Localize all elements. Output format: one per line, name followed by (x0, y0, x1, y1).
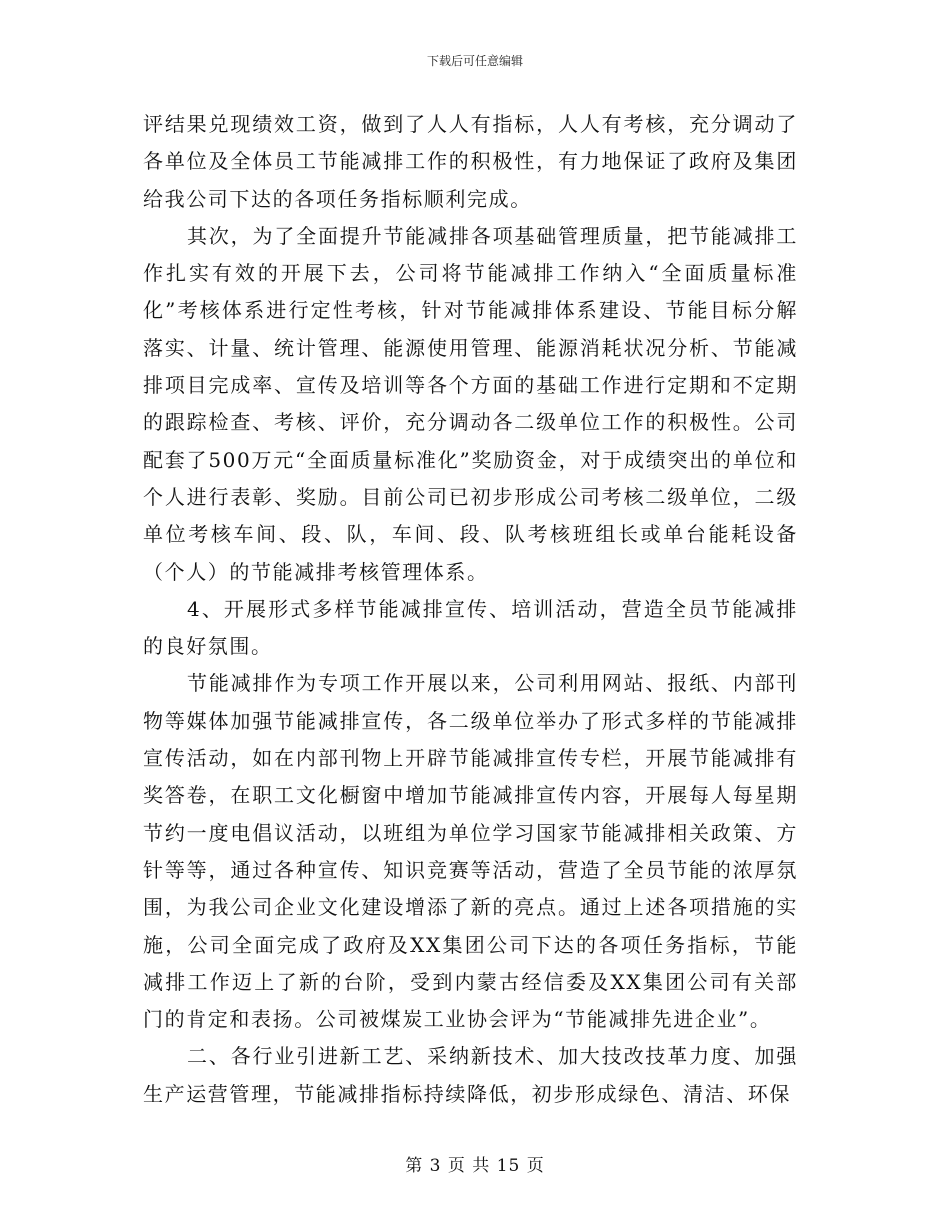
paragraph-publicity-activities: 节能减排作为专项工作开展以来，公司利用网站、报纸、内部刊物等媒体加强节能减排宣传，各二级单位举办了形式多样的节能减排宣传活动，如在内部刊物上开辟节能减排宣传专栏，开展节能减排有奖答卷，在职工文化橱窗中增加节能减排宣传内容，开展每人每星期节约一度电倡议活动，以班组为单位学习国家节能减排相关政策、方针等等，通过各种宣传、知识竞赛等活动，营造了全员节能的浓厚氛围，为我公司企业文化建设增添了新的亮点。通过上述各项措施的实施，公司全面完成了政府及XX集团公司下达的各项任务指标，节能减排工作迈上了新的台阶，受到内蒙古经信委及XX集团公司有关部门的肯定和表扬。公司被煤炭工业协会评为“节能减排先进企业”。 (143, 671, 798, 1032)
paragraph-assessment-system: 其次，为了全面提升节能减排各项基础管理质量，把节能减排工作扎实有效的开展下去，公司将节能减排工作纳入“全面质量标准化”考核体系进行定性考核，针对节能减排体系建设、节能目标分解落实、计量、统计管理、能源使用管理、能源消耗状况分析、节能减排项目完成率、宣传及培训等各个方面的基础工作进行定期和不定期的跟踪检查、考核、评价，充分调动各二级单位工作的积极性。公司配套了500万元“全面质量标准化”奖励资金，对于成绩突出的单位和个人进行表彰、奖励。目前公司已初步形成公司考核二级单位，二级单位考核车间、段、队，车间、段、队考核班组长或单台能耗设备（个人）的节能减排考核管理体系。 (143, 223, 798, 584)
page-number-footer: 第 3 页 共 15 页 (405, 1156, 545, 1176)
paragraph-continuation: 评结果兑现绩效工资，做到了人人有指标，人人有考核，充分调动了各单位及全体员工节能减排工作的积极性，有力地保证了政府及集团给我公司下达的各项任务指标顺利完成。 (143, 112, 798, 211)
document-body (143, 106, 798, 1113)
page-header-note: 下载后可任意编辑 (426, 54, 523, 68)
paragraph-section-two-heading: 二、各行业引进新工艺、采纳新技术、加大技改技革力度、加强生产运营管理，节能减排指标持续降低，初步形成绿色、清洁、环保 (143, 1044, 798, 1106)
paragraph-heading-publicity: 4、开展形式多样节能减排宣传、培训活动，营造全员节能减排的良好氛围。 (143, 596, 798, 659)
